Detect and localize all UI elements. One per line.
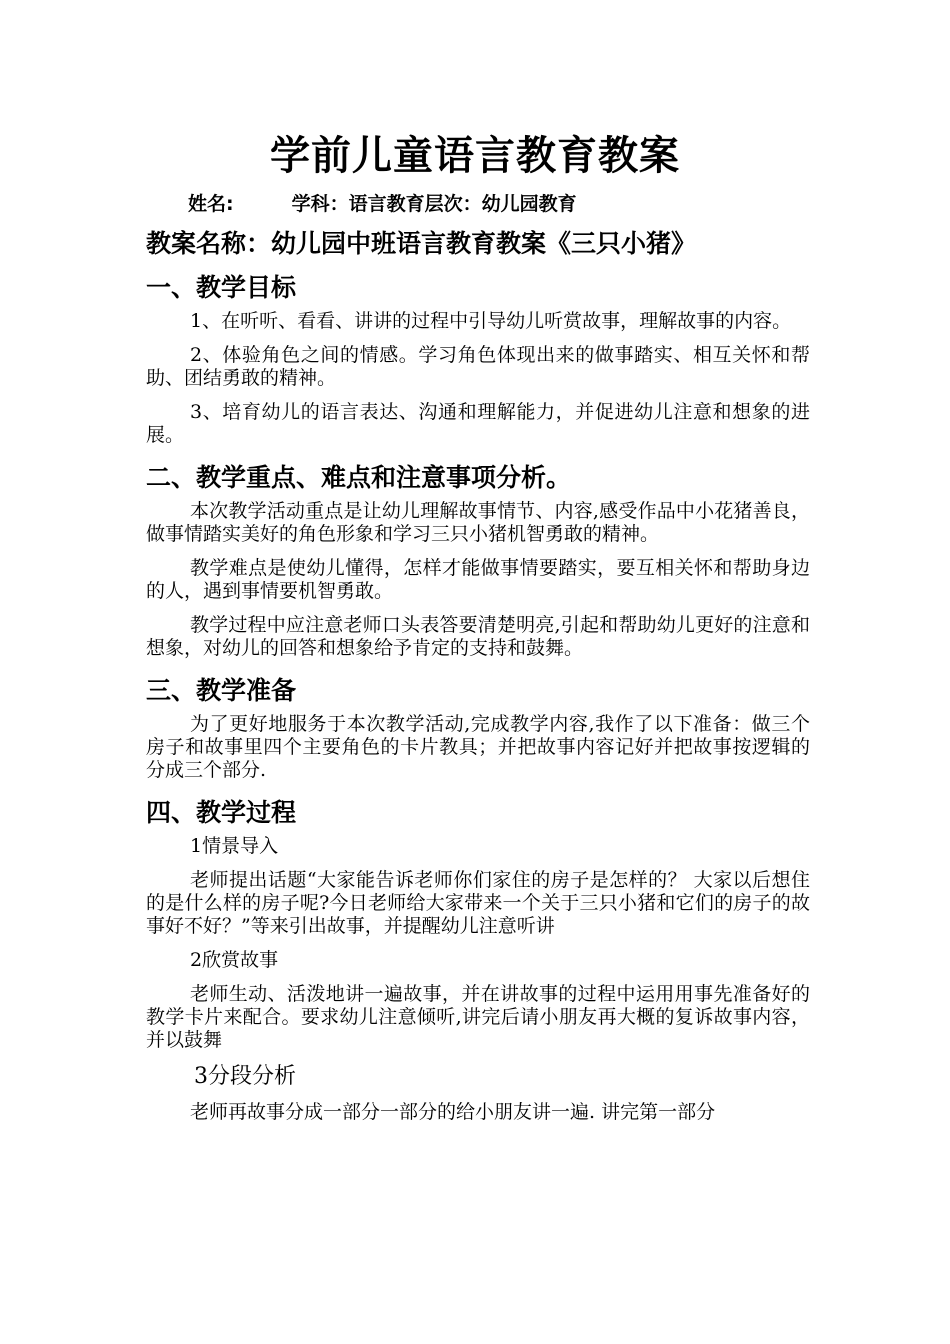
paragraph: 本次教学活动重点是让幼儿理解故事情节、内容,感受作品中小花猪善良，做事情踏实美好的角色形象和学习三只小猪机智勇敢的精神。	[146, 500, 810, 545]
section-key-points	[146, 458, 810, 660]
section-preparation	[146, 671, 810, 782]
paragraph: 3、培育幼儿的语言表达、沟通和理解能力，并促进幼儿注意和想象的进展。	[146, 401, 810, 446]
document-body	[146, 224, 810, 1135]
paragraph: 1、在听听、看看、讲讲的过程中引导幼儿听赏故事，理解故事的内容。	[190, 310, 792, 332]
paragraph: 老师生动、活泼地讲一遍故事，并在讲故事的过程中运用用事先准备好的教学卡片来配合。要求幼儿注意倾听,讲完后请小朋友再大概的复诉故事内容，并以鼓舞	[146, 983, 810, 1051]
step-label: 1情景导入	[190, 835, 279, 857]
step-label: 3分段分析	[194, 1064, 296, 1089]
paragraph: 老师提出话题“大家能告诉老师你们家住的房子是怎样的？ 大家以后想住的是什么样的房子呢?今日老师给大家带来一个关于三只小猪和它们的房子的故事好不好？”等来引出故事，并提醒幼儿注意听讲	[146, 869, 810, 937]
section-goals	[146, 268, 810, 447]
paragraph: 老师再故事分成一部分一部分的给小朋友讲一遍. 讲完第一部分	[190, 1101, 716, 1123]
paragraph: 教学过程中应注意老师口头表答要清楚明亮,引起和帮助幼儿更好的注意和想象，对幼儿的回答和想象给予肯定的支持和鼓舞。	[146, 614, 810, 659]
section-heading: 四、教学过程	[146, 798, 297, 827]
section-heading: 一、教学目标	[146, 273, 297, 302]
subject-level: 学科：语言教育层次：幼儿园教育	[291, 193, 577, 215]
lesson-name: 教案名称：幼儿园中班语言教育教案《三只小猪》	[146, 229, 697, 258]
step-label: 2欣赏故事	[190, 949, 279, 971]
document-meta	[188, 190, 577, 218]
name-label: 姓名:	[188, 193, 234, 215]
section-process	[146, 793, 810, 1124]
section-heading: 三、教学准备	[146, 676, 297, 705]
paragraph: 教学难点是使幼儿懂得，怎样才能做事情要踏实，要互相关怀和帮助身边的人，遇到事情要机智勇敢。	[146, 557, 810, 602]
document-title: 学前儿童语言教育教案	[270, 133, 680, 179]
paragraph: 为了更好地服务于本次教学活动,完成教学内容,我作了以下准备：做三个房子和故事里四个主要角色的卡片教具；并把故事内容记好并把故事按逻辑的分成三个部分.	[146, 713, 810, 781]
section-heading: 二、教学重点、难点和注意事项分析。	[146, 463, 572, 492]
paragraph: 2、体验角色之间的情感。学习角色体现出来的做事踏实、相互关怀和帮助、团结勇敢的精神。	[146, 344, 810, 389]
